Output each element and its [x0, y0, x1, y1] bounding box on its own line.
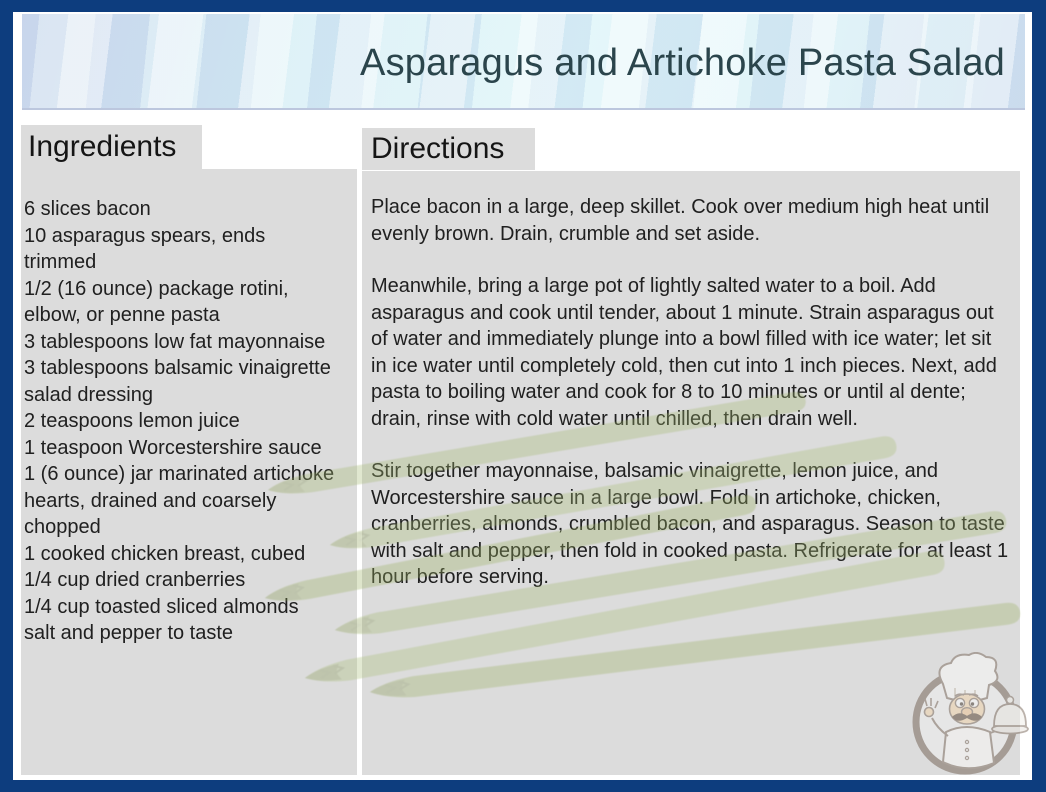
directions-text [371, 194, 1011, 591]
list-item: 10 asparagus spears, ends trimmed [24, 224, 266, 273]
direction-paragraph: Meanwhile, bring a large pot of lightly salted water to a boil. Add asparagus and cook until tender, about 1 minute. Strain asparagus out of water and immediately plunge into a bowl filled with ice water; let sit in ice water until completely cold, then cut into 1 inch pieces. Next, add pasta to boiling water and cook for 8 to 10 minutes or until al dente; drain, rinse with cold water until chilled, then drain well. [371, 275, 997, 430]
list-item: 1/4 cup dried cranberries [24, 569, 246, 591]
ingredients-list [24, 196, 338, 647]
list-item: 1 teaspoon Worcestershire sauce [24, 436, 322, 459]
list-item: 2 teaspoons lemon juice [24, 410, 240, 432]
list-item: 3 tablespoons balsamic vinaigrette salad dressing [24, 357, 331, 406]
list-item: 1/4 cup toasted sliced almonds [24, 595, 299, 618]
header-banner [22, 14, 1025, 110]
list-item: 1 cooked chicken breast, cubed [24, 542, 306, 565]
directions-panel [362, 171, 1020, 775]
direction-paragraph: Place bacon in a large, deep skillet. Cook over medium high heat until evenly brown. Drain, crumble and set aside. [371, 196, 990, 245]
ingredients-panel [21, 169, 357, 775]
list-item: salt and pepper to taste [24, 622, 234, 644]
list-item: 1/2 (16 ounce) package rotini, elbow, or penne pasta [24, 277, 289, 326]
list-item: 3 tablespoons low fat mayonnaise [24, 330, 326, 353]
list-item: 1 (6 ounce) jar marinated artichoke hearts, drained and coarsely chopped [24, 463, 335, 538]
direction-paragraph: Stir together mayonnaise, balsamic vinaigrette, lemon juice, and Worcestershire sauce in a large bowl. Fold in artichoke, chicken, cranberries, almonds, crumbled bacon, and asparagus. Season to taste with salt and pepper, then fold in cooked pasta. Refrigerate for at least 1 hour before serving. [371, 460, 1009, 588]
list-item: 6 slices bacon [24, 198, 151, 220]
directions-heading: Directions [362, 128, 535, 170]
page-title: Asparagus and Artichoke Pasta Salad [360, 41, 1005, 84]
ingredients-heading: Ingredients [21, 125, 202, 169]
